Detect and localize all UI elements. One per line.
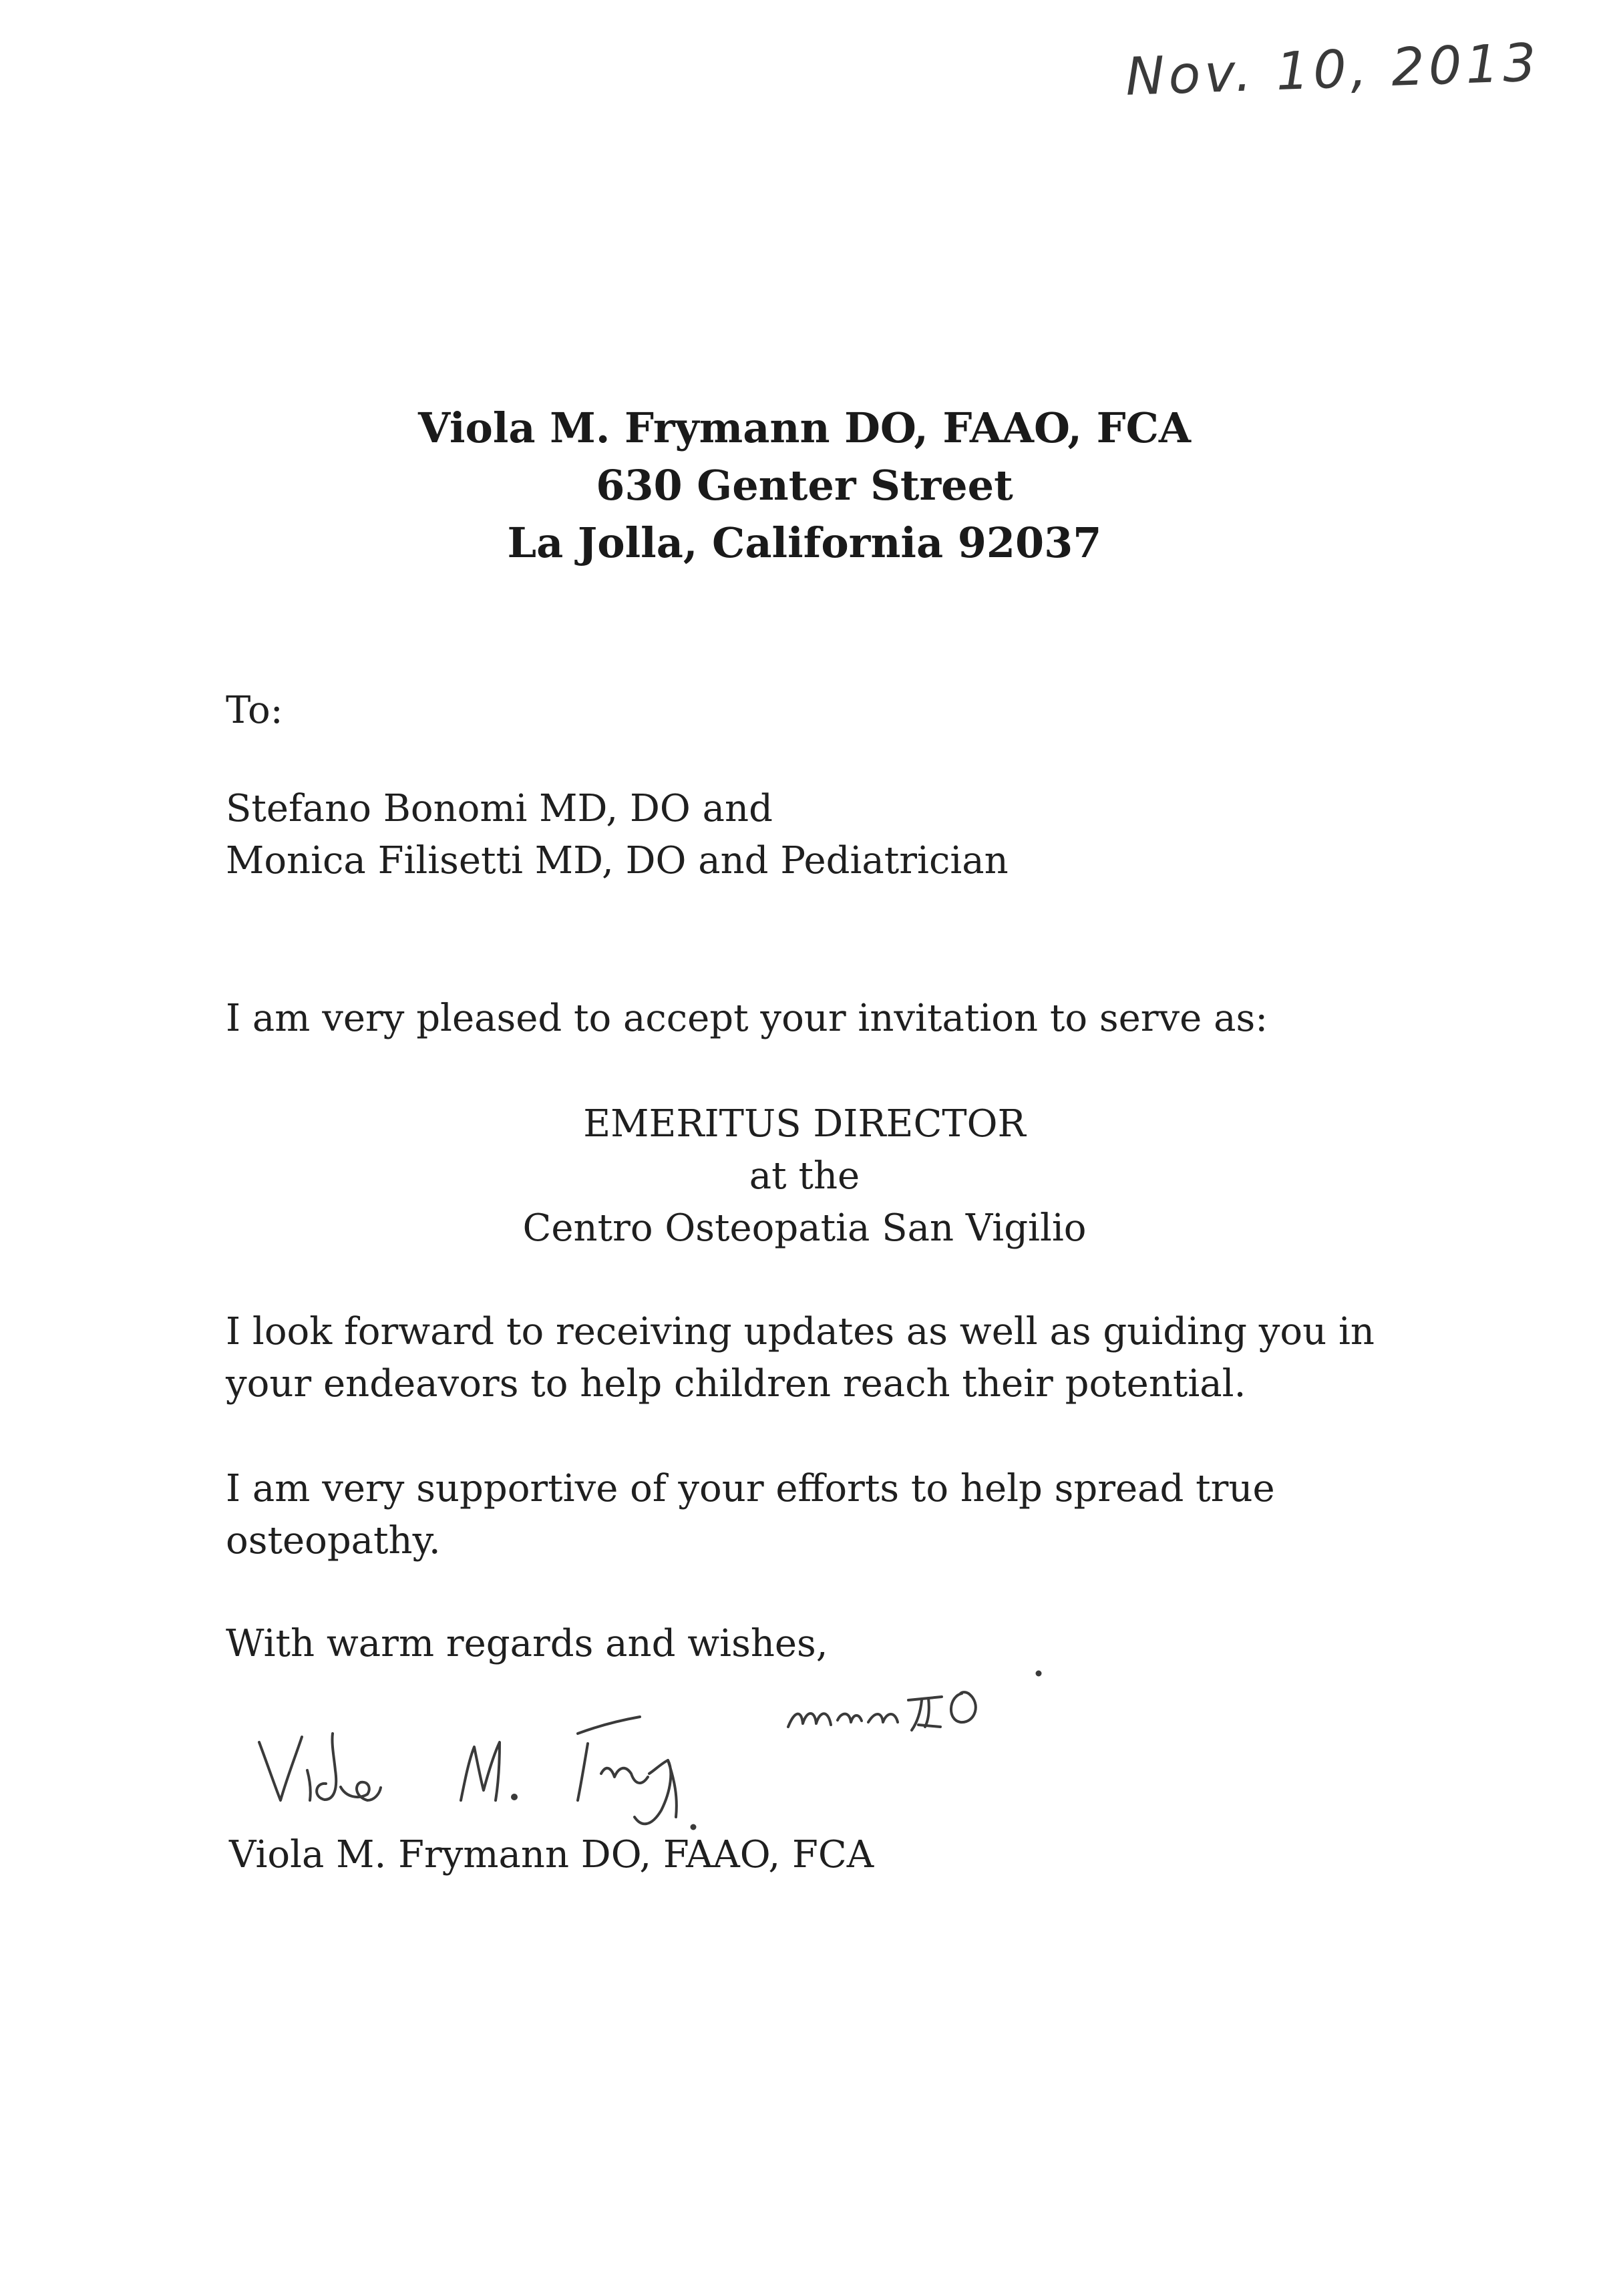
role-institution: Centro Osteopatia San Vigilio	[522, 1206, 1087, 1250]
paragraph-support	[226, 1463, 1275, 1567]
role-block	[0, 1098, 1609, 1255]
signer-name: Viola M. Frymann DO, FAAO, FCA	[229, 1833, 874, 1876]
intro-text: I am very pleased to accept your invitation to serve as:	[226, 997, 1268, 1040]
handwritten-signature	[240, 1663, 1109, 1830]
paragraph-line: I look forward to receiving updates as well as guiding you in	[226, 1310, 1375, 1353]
closing-line: With warm regards and wishes,	[226, 1622, 828, 1665]
letterhead-street: 630 Genter Street	[596, 461, 1013, 510]
role-connector: at the	[749, 1154, 860, 1198]
letterhead-name: Viola M. Frymann DO, FAAO, FCA	[417, 403, 1192, 452]
recipient-line: Monica Filisetti MD, DO and Pediatrician	[226, 839, 1009, 882]
paragraph-updates	[226, 1306, 1375, 1410]
role-title: EMERITUS DIRECTOR	[583, 1102, 1026, 1146]
paragraph-line: your endeavors to help children reach their potential.	[226, 1362, 1246, 1406]
recipients	[226, 783, 1009, 887]
paragraph-line: I am very supportive of your efforts to help spread true	[226, 1467, 1275, 1510]
letterhead	[0, 399, 1609, 572]
to-label: To:	[226, 689, 283, 732]
recipient-line: Stefano Bonomi MD, DO and	[226, 787, 773, 830]
handwritten-date: Nov. 10, 2013	[1124, 33, 1542, 108]
paragraph-line: osteopathy.	[226, 1519, 441, 1563]
letterhead-city: La Jolla, California 92037	[507, 518, 1102, 567]
